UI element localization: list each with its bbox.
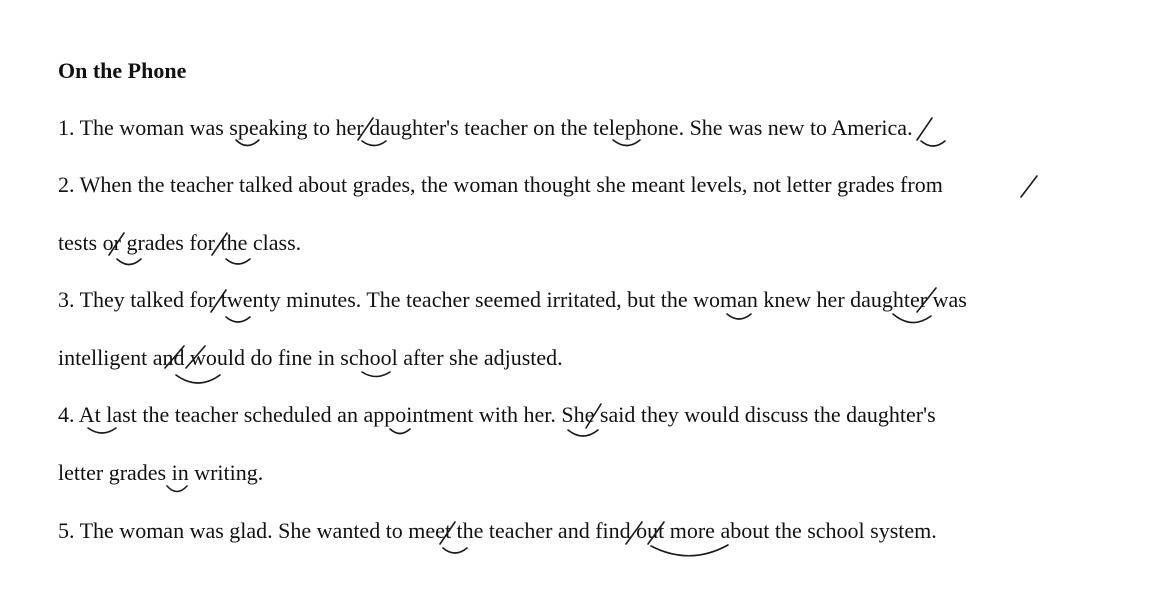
linking-arc bbox=[117, 259, 141, 265]
linking-arc bbox=[226, 317, 250, 322]
vowel-slash bbox=[1021, 176, 1037, 197]
linking-arc bbox=[167, 486, 187, 492]
linking-arc bbox=[362, 141, 386, 146]
text-line-5: intelligent and would do fine in school after she adjusted. bbox=[58, 345, 563, 370]
linking-arc bbox=[443, 548, 467, 553]
linking-arc bbox=[893, 314, 931, 323]
linking-arc bbox=[176, 375, 220, 383]
linking-arc bbox=[226, 259, 250, 264]
linking-arc bbox=[651, 545, 728, 556]
linking-arc bbox=[390, 429, 410, 434]
text-line-8: 5. The woman was glad. She wanted to meet the teacher and find out more about the school system. bbox=[58, 518, 937, 543]
text-line-7: letter grades in writing. bbox=[58, 460, 264, 485]
text-line-4: 3. They talked for twenty minutes. The teacher seemed irritated, but the woman knew her daughter was bbox=[58, 287, 967, 312]
linking-arc bbox=[568, 430, 598, 436]
text-line-6: 4. At last the teacher scheduled an appointment with her. She said they would discuss the daughter's bbox=[58, 402, 936, 427]
linking-arc bbox=[727, 314, 751, 319]
text-line-1: 1. The woman was speaking to her daughter's teacher on the telephone. She was new to America. bbox=[58, 115, 913, 140]
linking-arc bbox=[921, 141, 945, 146]
vowel-slash bbox=[917, 118, 932, 140]
document-title: On the Phone bbox=[58, 58, 187, 83]
linking-arc bbox=[362, 372, 390, 377]
text-line-2: 2. When the teacher talked about grades, the woman thought she meant levels, not letter grades from bbox=[58, 172, 943, 197]
text-line-3: tests or grades for the class. bbox=[58, 230, 302, 255]
linking-arc bbox=[88, 428, 116, 433]
